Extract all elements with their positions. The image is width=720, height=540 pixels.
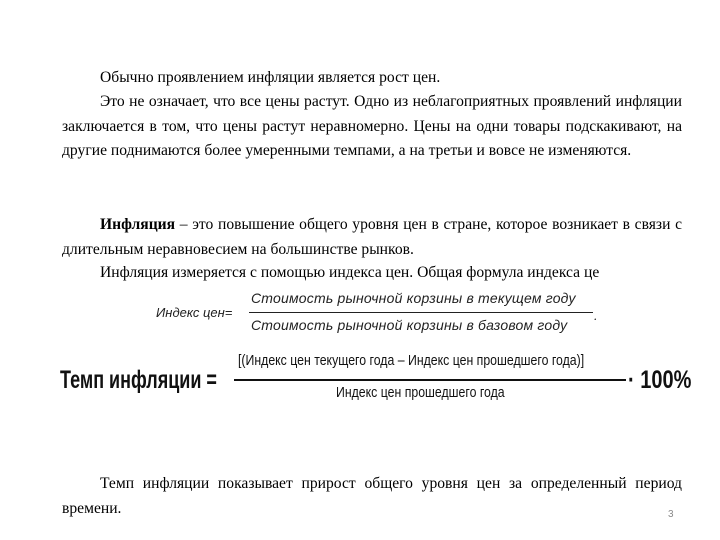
formula2-denominator: Индекс цен прошедшего года bbox=[336, 384, 505, 401]
formula2-multiplier: · 100% bbox=[628, 366, 692, 394]
paragraph-inflation-intro: Обычно проявлением инфляции является рост цен. bbox=[100, 69, 441, 86]
formula2-numerator: [(Индекс цен текущего года – Индекс цен прошедшего года)] bbox=[238, 352, 585, 369]
definition-text: – это повышение общего уровня цен в стране, которое возникает в связи с длительным неравновесием на большинстве рынков. bbox=[62, 216, 682, 258]
formula2-lhs: Темп инфляции = bbox=[60, 366, 217, 394]
formula2-fraction-bar bbox=[234, 379, 626, 381]
formula1-lhs: Индекс цен= bbox=[156, 305, 233, 320]
formula1-denominator: Стоимость рыночной корзины в базовом году bbox=[251, 317, 568, 333]
paragraph-price-index: Инфляция измеряется с помощью индекса цен. Общая формула индекса це bbox=[100, 264, 600, 281]
formula1-trailing: . bbox=[594, 308, 598, 323]
formula1-fraction-bar bbox=[249, 312, 593, 313]
price-index-formula bbox=[153, 288, 613, 338]
formula1-numerator: Стоимость рыночной корзины в текущем году bbox=[251, 290, 576, 306]
paragraph-inflation-rate: Темп инфляции показывает прирост общего уровня цен за определенный период времени. bbox=[62, 475, 682, 517]
term-inflation: Инфляция bbox=[100, 216, 176, 233]
inflation-rate-formula bbox=[60, 350, 700, 410]
paragraph-inflation-definition bbox=[62, 213, 682, 262]
paragraph-uneven-prices: Это не означает, что все цены растут. Одно из неблагоприятных проявлений инфляции заключается в том, что цены растут неравномерно. Цены на одни товары подскакивают, на другие поднимаются более умеренными темпами, а на третьи и вовсе не изменяются. bbox=[62, 93, 682, 159]
page-number: 3 bbox=[668, 509, 674, 520]
